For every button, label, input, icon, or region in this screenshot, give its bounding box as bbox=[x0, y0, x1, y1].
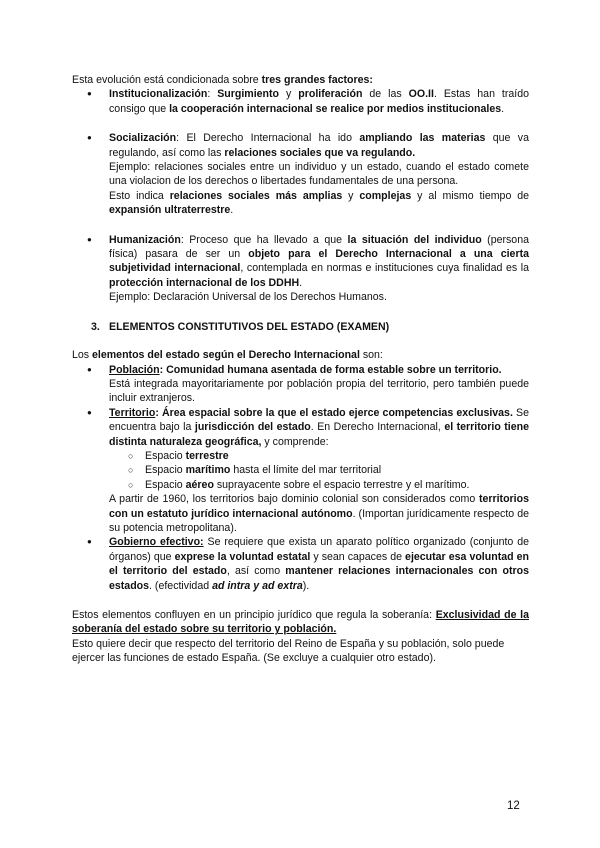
bold-text: la cooperación internacional se realice por medios institucionales bbox=[169, 102, 502, 115]
bold-text: elementos del estado según el Derecho Internacional bbox=[92, 349, 360, 362]
text: A partir de 1960, los territorios bajo dominio colonial son considerados como bbox=[109, 493, 479, 506]
elements-list bbox=[72, 363, 529, 594]
factors-list bbox=[72, 233, 529, 305]
bold-text: tres grandes factores: bbox=[261, 74, 373, 86]
text: Esto indica bbox=[109, 189, 170, 202]
text: son: bbox=[359, 349, 383, 362]
bold-text: la situación del individuo bbox=[347, 233, 482, 246]
bold-text: complejas bbox=[359, 189, 412, 202]
list-item-poblacion bbox=[72, 363, 529, 406]
spacer bbox=[72, 116, 529, 131]
list-item-socializacion bbox=[72, 131, 529, 217]
bold-text: Humanización bbox=[109, 233, 181, 246]
sub-item-maritimo bbox=[72, 463, 529, 477]
text: de las bbox=[362, 88, 409, 101]
text: y bbox=[342, 189, 360, 202]
text: , contemplada en normas e instituciones cuya finalidad es la bbox=[240, 262, 529, 275]
text: Está integrada mayoritariamente por población propia del territorio, pero también puede incluir extranjeros. bbox=[109, 377, 529, 405]
text: : bbox=[207, 88, 218, 101]
document-body bbox=[72, 73, 529, 666]
text: . bbox=[299, 276, 303, 289]
example-text: Ejemplo: Declaración Universal de los Derechos Humanos. bbox=[109, 291, 387, 304]
text: : Proceso que ha llevado a que bbox=[180, 233, 348, 246]
text: . (efectividad bbox=[149, 579, 213, 592]
section-title: ELEMENTOS CONSTITUTIVOS DEL ESTADO (EXAMEN) bbox=[109, 320, 390, 333]
bold-text: expansión ultraterrestre bbox=[109, 204, 231, 217]
bold-text: relaciones sociales que va regulando. bbox=[224, 146, 416, 159]
intro-paragraph bbox=[72, 73, 529, 87]
bold-text: terrestre bbox=[185, 449, 229, 462]
text: que va regulando, así como las bbox=[109, 132, 529, 159]
elements-intro bbox=[72, 348, 529, 362]
bold-text: exprese la voluntad estatal bbox=[174, 550, 311, 563]
bold-text: objeto para el Derecho Internacional a una cierta subjetividad internacional bbox=[109, 248, 529, 275]
text: , así como bbox=[226, 565, 286, 578]
text: . (Importan jurídicamente respecto de su potencia metropolitana). bbox=[109, 507, 530, 534]
bold-text: territorios con un estatuto jurídico internacional autónomo bbox=[109, 493, 529, 520]
text: : El Derecho Internacional ha ido bbox=[176, 132, 360, 145]
bold-text: : Área espacial sobre la que el estado ejerce competencias exclusivas. bbox=[155, 406, 513, 419]
territorio-colonial bbox=[109, 492, 529, 535]
text: Espacio bbox=[145, 449, 186, 462]
text: Estos elementos confluyen en un principio jurídico que regula la soberanía: bbox=[72, 609, 436, 621]
underlined-bold-text: Exclusividad de la soberanía del estado sobre su territorio y población. bbox=[72, 609, 529, 636]
bold-italic-text: ad intra y ad extra bbox=[212, 579, 303, 592]
text: hasta el límite del mar territorial bbox=[230, 464, 382, 477]
text: Espacio bbox=[145, 464, 186, 477]
sub-item-terrestre bbox=[72, 449, 529, 463]
bold-text: ejecutar esa voluntad en el territorio del estado bbox=[109, 550, 529, 578]
text: y al mismo tiempo de bbox=[411, 189, 530, 202]
bold-text: relaciones sociales más amplias bbox=[169, 189, 343, 202]
text: y sean capaces de bbox=[310, 550, 406, 563]
factors-list bbox=[72, 87, 529, 116]
page-number: 12 bbox=[507, 800, 520, 812]
bold-text: Institucionalización bbox=[109, 88, 208, 101]
spacer bbox=[72, 305, 529, 320]
underlined-term: Población bbox=[109, 363, 160, 376]
text: Los bbox=[72, 349, 93, 362]
text: Se requiere que exista un aparato político organizado (conjunto de órganos) que bbox=[109, 536, 530, 563]
text: y comprende: bbox=[261, 435, 329, 448]
list-item-humanizacion bbox=[72, 233, 529, 305]
text: Se encuentra bajo la bbox=[109, 406, 529, 434]
bold-text: marítimo bbox=[185, 464, 231, 477]
bold-text: mantener relaciones internacionales con otros estados bbox=[109, 565, 530, 592]
bold-text: protección internacional de los DDHH bbox=[109, 276, 300, 289]
bold-text: Socialización bbox=[109, 132, 177, 145]
text: y bbox=[279, 88, 299, 101]
example-text: Ejemplo: relaciones sociales entre un individuo y un estado, cuando el estado comete una violacion de los derechos o libertades fundamentales de una persona. bbox=[109, 161, 529, 188]
bold-text: OO.II bbox=[408, 88, 434, 101]
territory-sublist bbox=[72, 449, 529, 492]
text: Espacio bbox=[145, 478, 186, 491]
text: suprayacente sobre el espacio terrestre y el marítimo. bbox=[213, 478, 470, 491]
text: . En Derecho Internacional, bbox=[310, 421, 445, 434]
bold-text: el territorio tiene distinta naturaleza geográfica, bbox=[109, 421, 530, 448]
socializacion-detail bbox=[109, 189, 529, 218]
bold-text: proliferación bbox=[298, 88, 363, 101]
closing-explanation: Esto quiere decir que respecto del territorio del Reino de España y su población, solo puede ejercer las funciones de estado España. (Se excluye a cualquier otro estado). bbox=[72, 637, 505, 665]
bold-text: ampliando las materias bbox=[359, 132, 486, 145]
spacer bbox=[72, 593, 529, 608]
underlined-term: Territorio bbox=[109, 406, 156, 419]
text: (persona física) pasara de ser un bbox=[109, 233, 529, 261]
underlined-term: Gobierno efectivo: bbox=[109, 536, 204, 549]
text: . bbox=[230, 204, 234, 217]
text: Esta evolución está condicionada sobre bbox=[72, 74, 262, 86]
text: ). bbox=[302, 579, 310, 592]
factors-list bbox=[72, 131, 529, 217]
list-item-gobierno bbox=[72, 535, 529, 593]
list-item-territorio bbox=[72, 406, 529, 536]
bold-text: Surgimiento bbox=[217, 88, 280, 101]
section-number: 3. bbox=[91, 320, 100, 333]
bold-text: jurisdicción del estado bbox=[194, 421, 311, 434]
spacer bbox=[72, 218, 529, 233]
list-item-institucionalizacion bbox=[72, 87, 529, 116]
sub-item-aereo bbox=[72, 478, 529, 492]
closing-paragraph bbox=[72, 608, 529, 637]
text: . bbox=[501, 102, 505, 115]
text: . Estas han traído consigo que bbox=[109, 88, 530, 115]
bold-text: : Comunidad humana asentada de forma estable sobre un territorio. bbox=[159, 363, 502, 376]
spacer bbox=[72, 334, 529, 348]
bold-text: aéreo bbox=[185, 478, 214, 491]
section-heading bbox=[72, 320, 529, 334]
